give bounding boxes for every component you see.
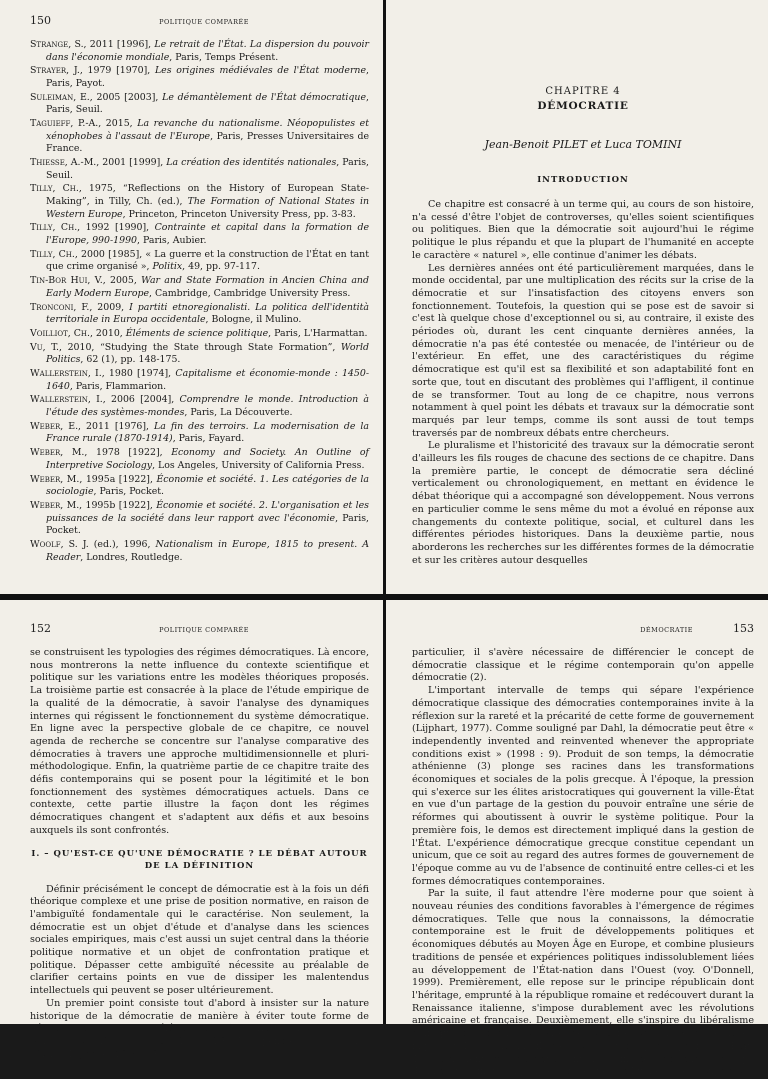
reference-publisher: , Paris, Pocket. <box>46 512 369 537</box>
reference-title: Capitalisme et économie-monde : 1450-1640 <box>46 368 369 392</box>
reference-title: Économie et société. 1. Les catégories de la sociologie <box>46 473 370 498</box>
reference-title: The Formation of National States in Western Europe <box>46 196 369 220</box>
reference-detail: 1975, “Reflections on the History of European State-Making”, in Tilly, Ch. (ed.), <box>46 183 370 208</box>
reference-detail: 2001 [1999], <box>99 157 167 169</box>
reference-title: Contrainte et capital dans la formation de l'Europe, 990-1990 <box>46 222 370 247</box>
running-title: DÉMOCRATIE <box>640 626 693 634</box>
reference-author: Strange, S., <box>30 39 87 50</box>
reference-publisher: , Paris, La Découverte. <box>184 407 293 419</box>
reference-entry <box>30 275 369 300</box>
reference-publisher: , Paris, L'Harmattan. <box>268 327 368 339</box>
reference-detail: 2010, “Studying the State through State Formation”, <box>62 341 341 353</box>
paragraph: se construisent les typologies des régimes démocratiques. Là encore, nous montrerons la nette influence du contexte scientifique et politique sur les variations entre les modèles théoriques proposés. La troisième partie est consacrée à la place de l'étude empirique de la qualité de la démocratie, à savoir l'analyse des dynamiques internes qui régissent le fonctionnement du système démocratique. En ligne avec la perspective globale de ce chapitre, ce nouvel agenda de recherche se concentre sur l'analyse comparative des démocraties à travers une approche multidimensionnelle et pluri-méthodologique. Enfin, la quatrième partie de ce chapitre traite des défis contemporains qui se posent pour la légitimité et le bon fonctionnement des systèmes démocratiques actuels. Dans ce contexte, cette partie illustre la façon dont les régimes démocratiques changent et s'adaptent aux défis et aux besoins auxquels ils sont confrontés. <box>30 647 369 836</box>
reference-title: Le retrait de l'État. La dispersion du pouvoir dans l'économie mondiale <box>46 39 369 63</box>
reference-publisher: , Paris, Seuil. <box>46 91 369 116</box>
reference-publisher: , Paris, Seuil. <box>46 157 369 181</box>
reference-detail: 1995a [1922], <box>82 473 157 485</box>
reference-entry <box>30 118 369 156</box>
reference-title: Nationalism in Europe, 1815 to present. A Reader <box>46 538 370 563</box>
reference-title: Economy and Society. An Outline of Interpretive Sociology <box>46 447 370 471</box>
reference-title: Comprendre le monde. Introduction à l'étude des systèmes-mondes <box>46 394 370 419</box>
reference-title: La fin des terroirs. La modernisation de la France rurale (1870-1914) <box>46 420 370 445</box>
reference-entry <box>30 368 369 393</box>
reference-author: Tilly, Ch., <box>30 222 81 234</box>
reference-publisher: , Paris, Temps Présent. <box>169 51 279 63</box>
reference-author: Woolf, S. J. <box>30 538 89 550</box>
reference-detail: 1992 [1990], <box>80 222 155 234</box>
reference-title: Éléments de science politique <box>125 327 269 339</box>
reference-publisher: , Princeton, Princeton University Press, pp. 3-83. <box>122 208 356 220</box>
section-heading-line: DE LA DÉFINITION <box>144 860 255 871</box>
reference-entry <box>30 157 369 182</box>
reference-detail: 2006 [2004], <box>105 394 180 406</box>
reference-detail: 2005 [2003], <box>92 91 163 103</box>
reference-entry <box>30 302 369 327</box>
reference-entry <box>30 421 369 446</box>
reference-title: World Politics <box>46 341 370 366</box>
reference-detail: 2010, <box>92 327 126 339</box>
section-heading-definition <box>30 848 369 872</box>
reference-detail: 1979 [1970], <box>82 65 155 77</box>
reference-author: Weber, M., <box>30 447 88 459</box>
reference-entry <box>30 394 369 419</box>
reference-entry <box>30 328 369 341</box>
section-heading-introduction: INTRODUCTION <box>537 175 629 185</box>
reference-entry <box>30 92 369 117</box>
reference-detail: (ed.), 1996, <box>88 538 156 550</box>
reference-detail: 2005, <box>105 275 142 287</box>
page-153 <box>386 600 768 1078</box>
reference-author: Tin-Bor Hui, V., <box>30 275 106 287</box>
bibliography-list <box>30 39 369 564</box>
reference-publisher: , Cambridge, Cambridge University Press. <box>149 287 351 299</box>
page-152 <box>0 600 383 1060</box>
reference-detail: 1995b [1922], <box>82 499 157 511</box>
reference-entry <box>30 183 369 221</box>
page-chapter-4 <box>386 0 768 594</box>
reference-detail: 1978 [1922], <box>87 447 172 459</box>
reference-author: Tronconi, F., <box>30 301 93 313</box>
reference-author: Tilly, Ch., <box>30 183 82 195</box>
running-head <box>30 622 369 635</box>
reference-entry <box>30 447 369 472</box>
reference-title: La revanche du nationalisme. Néopopulistes et xénophobes à l'assaut de l'Europe <box>46 118 369 142</box>
reference-entry <box>30 39 369 64</box>
reference-author: Weber, M., <box>30 499 83 511</box>
reference-entry <box>30 65 369 90</box>
reference-author: Wallerstein, I., <box>30 368 105 380</box>
paragraph: Un premier point consiste tout d'abord à insister sur la nature historique de la démocratie de manière à éviter toute forme de dérives historicistes et téléologiques (voy. Hegel, 1939 [1807] ; Marx, 1983 [1867] ; Croce, 1968 [1912] ; Spengler, 1958 [1918-1921] ; Toynbee, 1934, 1939, <box>30 997 369 1060</box>
reference-publisher: , Paris, Flammarion. <box>69 380 167 392</box>
paragraph: Définir précisément le concept de démocratie est à la fois un défi théorique complexe et une prise de position normative, en raison de l'ambiguïté fondamentale qui le caractérise. Non seulement, la démocratie est un objet d'étude et d'analyse dans les sciences sociales empiriques, mais c'est aussi un sujet central dans la théorie politique normative et un objet de confrontation pratique et politique. Dépasser cette ambiguïté nécessite au préalable de clarifier certains points en vue de dissiper les malentendus intellectuels qui peuvent se poser ultérieurement. <box>30 883 369 997</box>
reference-detail: 2000 [1985], « La guerre et la construction de l'État en tant que crime organisé », <box>46 248 369 273</box>
running-title: POLITIQUE COMPARÉE <box>159 626 249 634</box>
running-head <box>30 14 369 27</box>
reference-publisher: , 49, pp. 97-117. <box>182 261 260 273</box>
reference-author: Strayer, J., <box>30 65 83 77</box>
reference-author: Wallerstein, I., <box>30 394 106 406</box>
reference-author: Voilliot, Ch., <box>30 327 93 339</box>
reference-title: Politix <box>152 261 183 273</box>
reference-title: Économie et société. 2. L'organisation et les puissances de la société dans leur rapport avec l'économie <box>46 499 369 524</box>
paragraph: particulier, il s'avère nécessaire de différencier le concept de démocratie classique et le régime contemporain qu'on appelle démocratie (2). <box>412 647 754 684</box>
running-title: POLITIQUE COMPARÉE <box>159 18 249 26</box>
paragraph: Ce chapitre est consacré à un terme qui, au cours de son histoire, n'a cessé d'être l'objet de controverses, qu'elles soient scientifiques ou politiques. Bien que la démocratie soit aujourd'hui le régime politique le plus répandu et que la plupart de l'humanité en accepte le caractère « naturel », elle continue d'animer les débats. <box>412 199 754 261</box>
chapter-authors: Jean-Benoit PILET et Luca TOMINI <box>484 138 682 151</box>
reference-publisher: , Bologne, il Mulino. <box>205 314 302 326</box>
reference-detail: 2015, <box>101 118 138 130</box>
page-number: 153 <box>733 622 754 635</box>
reference-author: Vu, T., <box>30 341 63 353</box>
reference-title: Le démantèlement de l'État démocratique <box>162 91 367 103</box>
reference-publisher: , Paris, Aubier. <box>137 235 207 247</box>
chapter-title: DÉMOCRATIE <box>537 100 629 112</box>
reference-author: Weber, M., <box>30 473 83 485</box>
paragraph: L'important intervalle de temps qui sépare l'expérience démocratique classique des démocraties contemporaines invite à la réflexion sur la rareté et la précarité de cette forme de gouvernement (Lijphart, 1977). Comme souligné par Dahl, la démocratie peut être « independently invented and reinvented whenever the appropriate conditions exist » (1998 : 9). Produit de son temps, la démocratie athénienne (3) plonge ses racines dans les transformations économiques et sociales de la polis grecque. À l'époque, la pression qui s'exerce sur les élites aristocratiques qui gouvernent la ville-État en vue d'un partage de la gestion du pouvoir entraîne une série de réformes qui aboutissent à ouvrir le système politique. Pour la première fois, le demos est directement impliqué dans la gestion de l'État. L'expérience démocratique grecque constitue cependant un unicum, que ce soit au regard des autres formes de gouvernement de l'époque comme au vu de l'absence de continuité entre celles-ci et les formes démocratiques contemporaines. <box>412 685 754 887</box>
page-150 <box>0 0 383 594</box>
reference-author: Taguieff, P.-A., <box>30 118 102 130</box>
reference-entry <box>30 500 369 538</box>
reference-author: Weber, E., <box>30 420 82 432</box>
reference-author: Thiesse, A.-M., <box>30 157 100 169</box>
reference-publisher: , Paris, Pocket. <box>93 486 165 498</box>
reference-entry <box>30 222 369 247</box>
reference-title: La création des identités nationales <box>166 157 337 169</box>
section-heading-line: I. – QU'EST-CE QU'UNE DÉMOCRATIE ? LE DÉBAT AUTOUR <box>31 848 368 859</box>
reference-entry <box>30 474 369 499</box>
page-number: 150 <box>30 14 51 27</box>
reference-detail: 1980 [1974], <box>104 368 176 380</box>
reference-detail: 2009, <box>92 301 130 313</box>
reference-publisher: , Londres, Routledge. <box>80 551 183 563</box>
reference-publisher: , Paris, Payot. <box>46 65 370 89</box>
reference-entry <box>30 539 369 564</box>
chapter-label: CHAPITRE 4 <box>545 86 621 97</box>
reference-entry <box>30 249 369 274</box>
reference-title: War and State Formation in Ancien China and Early Modern Europe <box>46 275 369 299</box>
reference-author: Suleiman, E., <box>30 91 93 103</box>
reference-detail: 2011 [1996], <box>86 39 155 50</box>
reference-publisher: , Paris, Fayard. <box>172 433 245 445</box>
paragraph: Les dernières années ont été particulièrement marquées, dans le monde occidental, par une multiplication des récits sur la crise de la démocratie et sur l'insatisfaction des citoyens envers son fonctionnement. Toutefois, la question qui se pose est de savoir si c'est là quelque chose d'exceptionnel ou si, au contraire, il existe des périodes où, durant les cent cinquante dernières années, la démocratie n'a pas été contestée ou menacée, de l'intérieur ou de l'extérieur. En effet, une des caractéristiques du régime démocratique est qu'il est sa flexibilité et son adaptabilité font en sorte que, tout en discutant des problèmes qui l'affligent, il continue de se transformer. Tout au long de ce chapitre, nous verrons notamment à quel point les débats et travaux sur la démocratie sont marqués par leur temps, comme ils sont aussi de tout temps traversés par de nombreux débats entre chercheurs. <box>412 262 754 439</box>
reference-title: I partiti etnoregionalisti. La politica dell'identità territoriale in Europa occidentale <box>46 301 369 326</box>
reference-detail: 2011 [1976], <box>81 420 155 432</box>
reference-publisher: , Los Angeles, University of California Press. <box>152 459 365 471</box>
reference-publisher: , Paris, Presses Universitaires de France. <box>46 130 369 155</box>
paragraph: Par la suite, il faut attendre l'ère moderne pour que soient à nouveau réunies des conditions favorables à l'émergence de régimes démocratiques. Telle que nous la connaissons, la démocratie contemporaine est le fruit de développements politiques et économiques débutés au Moyen Âge en Europe, et combine plusieurs traditions de pensée et expériences politiques indissolublement liées au développement de l'État-nation dans l'Ouest (voy. O'Donnell, 1999). Premièrement, elle repose sur le principe républicain dont l'héritage, emprunté à la république romaine et redécouvert durant la Renaissance italienne, s'impose durablement avec les révolutions américaine et française. Deuxièmement, elle s'inspire du libéralisme politique qui, depuis le XVIIe siècle, caractérise l'ère moderne en imposant l'idée de la liberté de l'individu par rapport à l'État. Troisièmement, la démocratie contemporaine se fonde sur le principe de la souveraineté du peuple, qui dérive des Lumières, et s'exprime <box>412 888 754 1078</box>
reference-publisher: , 62 (1), pp. 148-175. <box>80 354 181 366</box>
running-head <box>412 622 754 635</box>
paragraph: Le pluralisme et l'historicité des travaux sur la démocratie seront d'ailleurs les fils rouges de chacune des sections de ce chapitre. Dans la première partie, le concept de démocratie sera décliné verticalement ou chronologiquement, en mettant en évidence le débat théorique qui a accompagné son développement. Nous verrons en particulier comme le sens même du mot a évolué en réponse aux changements du contexte politique, social, et culturel dans les différentes périodes historiques. Dans la deuxième partie, nous aborderons les recherches sur les différentes formes de la démocratie et sur les critères autour desquelles <box>412 440 755 566</box>
reference-title: Les origines médiévales de l'État moderne <box>154 65 367 77</box>
reference-entry <box>30 342 369 367</box>
reference-author: Tilly, Ch., <box>30 248 78 260</box>
page-number: 152 <box>30 622 51 635</box>
